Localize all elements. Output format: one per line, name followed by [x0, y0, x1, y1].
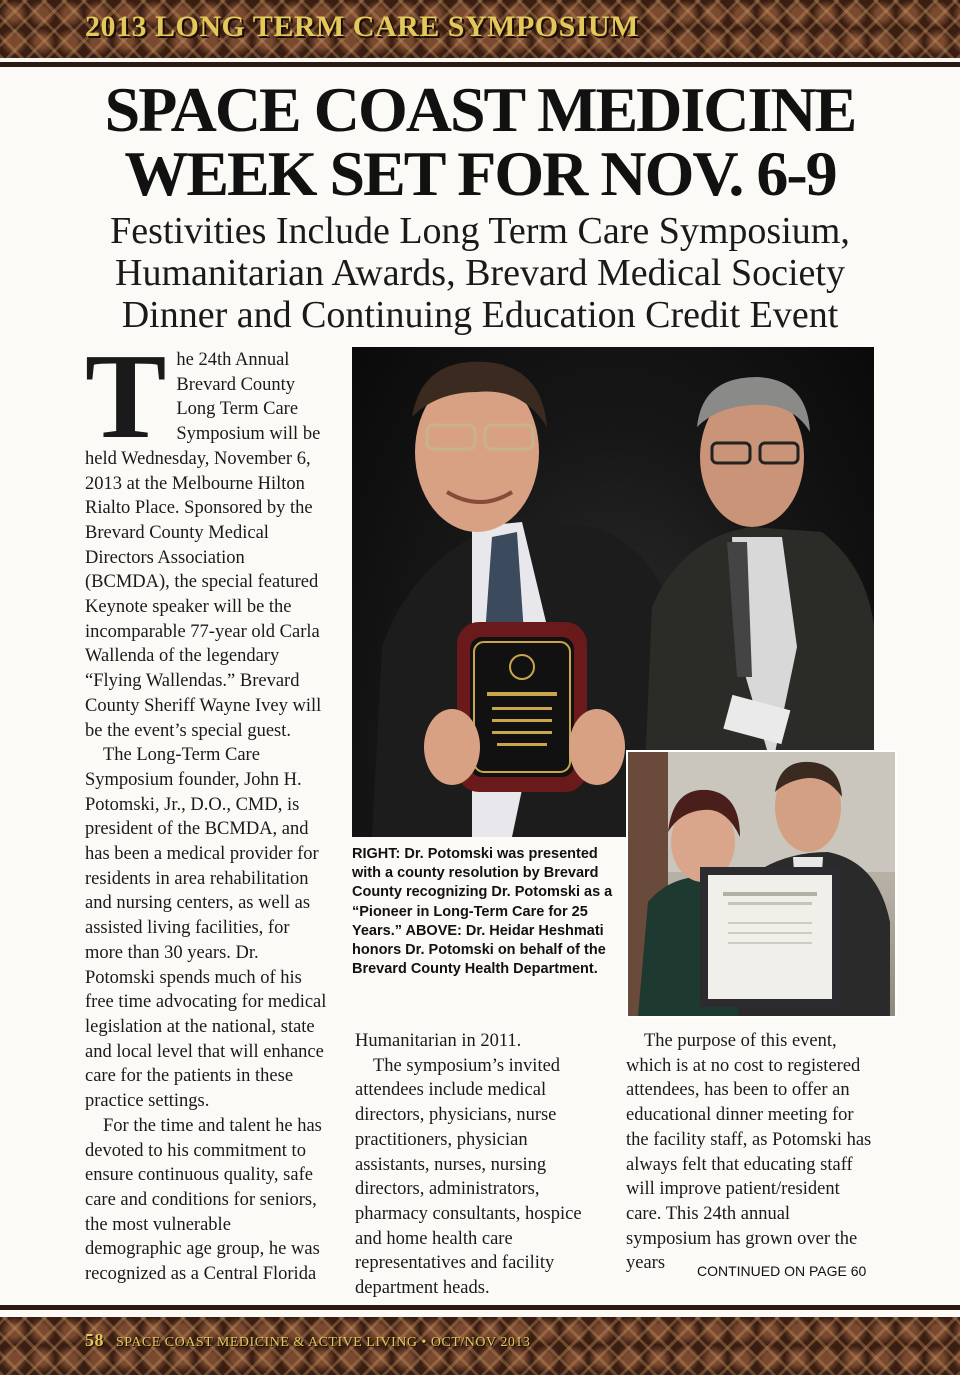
- subhead-line-1: Festivities Include Long Term Care Symposium,: [110, 210, 850, 252]
- footer-divider: [0, 1305, 960, 1310]
- article-subhead: [0, 210, 960, 336]
- publication-name: SPACE COAST MEDICINE & ACTIVE LIVING • OCT/NOV 2013: [116, 1335, 531, 1350]
- article-column-2: [355, 1029, 605, 1301]
- header-divider: [0, 62, 960, 67]
- inset-photo-illustration: [628, 752, 895, 1016]
- page-number: 58: [85, 1330, 104, 1350]
- subhead-line-2: Humanitarian Awards, Brevard Medical Society: [115, 252, 845, 294]
- paragraph-1: The 24th Annual Brevard County Long Term Care Symposium will be held Wednesday, November 6, 2013 at the Melbourne Hilton Rialto Place. Sponsored by the Brevard County Medical Directors Association (BCMDA), the special featured Keynote speaker will be the incomparable 77-year old Carla Wallenda of the legendary “Flying Wallendas.” Brevard County Sheriff Wayne Ivey will be the event’s special guest.: [85, 329, 322, 741]
- footer: [85, 1330, 530, 1351]
- paragraph-2: The Long-Term Care Symposium founder, John H. Potomski, Jr., D.O., CMD, is president of the BCMDA, and has been a medical provider for residents in area rehabilitation and nursing centers, as well as assisted living facilities, for more than 30 years. Dr. Potomski spends much of his free time advocating for medical legislation at the national, state and local level that will enhance care for the patients in these practice settings.: [85, 745, 327, 1112]
- paragraph-3: For the time and talent he has devoted to his commitment to ensure continuous quality, safe care and conditions for seniors, the most vulnerable demographic age group, he was recognized as a Central Florida: [85, 1115, 322, 1285]
- continued-note: CONTINUED ON PAGE 60: [697, 1263, 867, 1279]
- drop-cap: T: [85, 329, 167, 464]
- subhead-line-3: Dinner and Continuing Education Credit Event: [121, 294, 839, 336]
- col3-paragraph-1: The purpose of this event, which is at no cost to registered attendees, has been to offer an educational dinner meeting for the facility staff, as Potomski has always felt that educating staff will improve patient/resident care. This 24th annual symposium has grown over the years: [626, 1031, 872, 1274]
- article-column-1: [85, 329, 332, 1287]
- headline-line-1: SPACE COAST MEDICINE: [104, 74, 856, 145]
- col2-paragraph-2: The symposium’s invited attendees include medical directors, physicians, nurse practitioners, physician assistants, nurses, nursing directors, administrators, pharmacy consultants, hospice and home health care representatives and facility department heads.: [355, 1055, 582, 1299]
- inset-photo: [626, 750, 897, 1018]
- col2-paragraph-1: Humanitarian in 2011.: [355, 1031, 522, 1051]
- photo-caption: RIGHT: Dr. Potomski was presented with a county resolution by Brevard County recognizing Dr. Potomski as a “Pioneer in Long-Term Care for 25 Years.” ABOVE: Dr. Heidar Heshmati honors Dr. Potomski on behalf of the Brevard County Health Department.: [352, 846, 613, 978]
- section-title: 2013 LONG TERM CARE SYMPOSIUM: [85, 10, 639, 43]
- article-column-3: [626, 1029, 876, 1276]
- headline-line-2: WEEK SET FOR NOV. 6-9: [124, 138, 836, 209]
- article-headline: [0, 74, 960, 209]
